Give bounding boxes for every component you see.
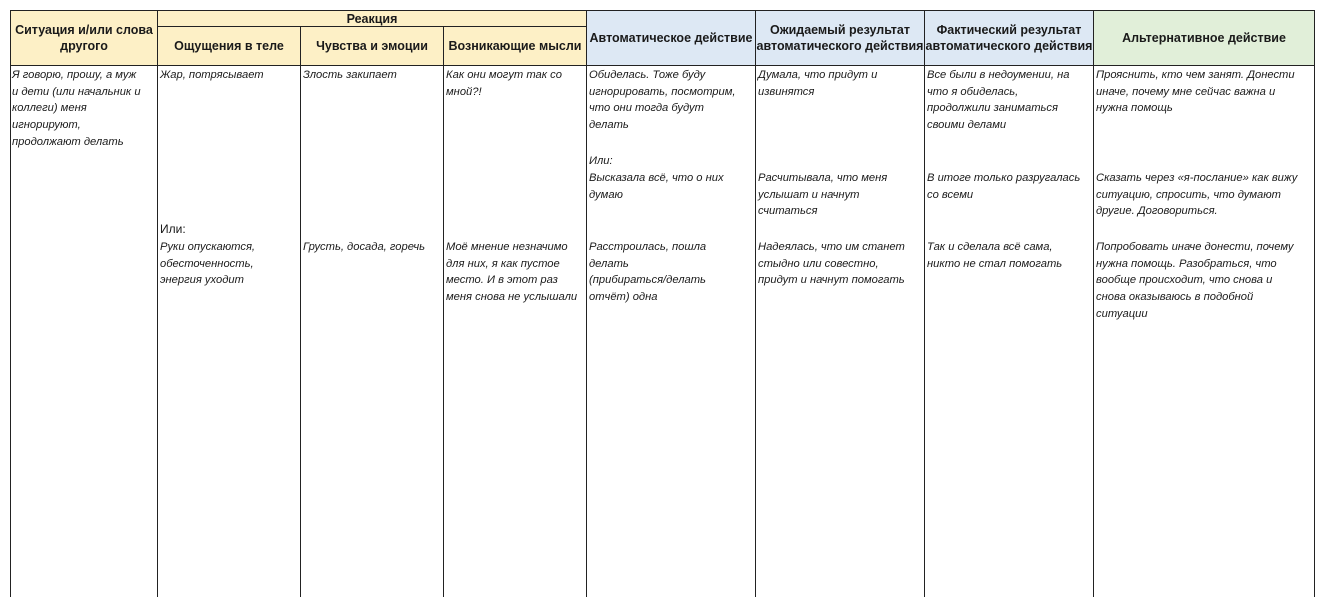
- header-automatic-action: [587, 10, 756, 66]
- header-alternative-label: Альтернативное действие: [1122, 31, 1286, 45]
- column-thoughts: [444, 66, 587, 597]
- column-auto-action: [587, 66, 756, 597]
- alternative-1: Прояснить, кто чем занят. Донести иначе, почему мне сейчас важна и нужна помощь: [1096, 69, 1295, 115]
- header-alternative-action: [1094, 10, 1315, 66]
- feelings-2: Грусть, досада, горечь: [303, 241, 425, 253]
- header-body-label: Ощущения в теле: [174, 39, 284, 53]
- header-reaction: [158, 10, 587, 27]
- expected-3: Надеялась, что им станет стыдно или совестно, придут и начнут помогать: [758, 241, 905, 287]
- header-expected-label: Ожидаемый результат автоматического действия: [756, 23, 924, 53]
- worksheet-table: [10, 10, 1315, 597]
- header-feelings-label: Чувства и эмоции: [316, 39, 428, 53]
- body-sensation-1: Жар, потрясывает: [160, 69, 264, 81]
- alternative-2: Сказать через «я-послание» как вижу ситуацию, спросить, что думают другие. Договориться.: [1096, 172, 1298, 218]
- header-thoughts: [444, 27, 587, 66]
- auto-action-2: Высказала всё, что о них думаю: [589, 172, 724, 201]
- header-thoughts-label: Возникающие мысли: [448, 39, 582, 53]
- auto-action-3: Расстроилась, пошла делать (прибираться/делать отчёт) одна: [589, 241, 707, 304]
- header-auto-label: Автоматическое действие: [589, 31, 753, 45]
- thoughts-1: Как они могут так со мной?!: [446, 69, 562, 98]
- header-expected-result: [756, 10, 925, 66]
- header-body-sensations: [158, 27, 301, 66]
- header-actual-label: Фактический результат автоматического действия: [925, 23, 1093, 53]
- column-feelings: [301, 66, 444, 597]
- actual-2: В итоге только разругалась со всеми: [927, 172, 1081, 201]
- column-alternative: [1094, 66, 1315, 597]
- expected-1: Думала, что придут и извинятся: [758, 69, 878, 98]
- auto-action-or: Или:: [589, 155, 613, 167]
- column-actual: [925, 66, 1094, 597]
- header-feelings: [301, 27, 444, 66]
- auto-action-1: Обиделась. Тоже буду игнорировать, посмотрим, что они тогда будут делать: [589, 69, 736, 132]
- expected-2: Расчитывала, что меня услышат и начнут считаться: [758, 172, 888, 218]
- thoughts-2: Моё мнение незначимо для них, я как пустое место. И в этот раз меня снова не услышали: [446, 241, 578, 304]
- column-body: [158, 66, 301, 597]
- header-situation-label: Ситуация и/или слова другого: [15, 23, 153, 53]
- column-expected: [756, 66, 925, 597]
- header-actual-result: [925, 10, 1094, 66]
- body-sensation-or: Или:: [160, 222, 186, 236]
- body-sensation-2: Руки опускаются, обесточенность, энергия уходит: [160, 241, 256, 287]
- actual-1: Все были в недоумении, на что я обиделась, продолжили заниматься своими делами: [927, 69, 1070, 132]
- situation-text: Я говорю, прошу, а муж и дети (или начальник и коллеги) меня игнорируют, продолжают делать: [12, 69, 141, 148]
- alternative-3: Попробовать иначе донести, почему нужна помощь. Разобраться, что вообще происходит, что снова и снова оказываюсь в подобной ситуации: [1096, 241, 1294, 320]
- header-situation: [10, 10, 158, 66]
- header-reaction-label: Реакция: [346, 11, 398, 26]
- actual-3: Так и сделала всё сама, никто не стал помогать: [927, 241, 1063, 270]
- feelings-1: Злость закипает: [303, 69, 397, 81]
